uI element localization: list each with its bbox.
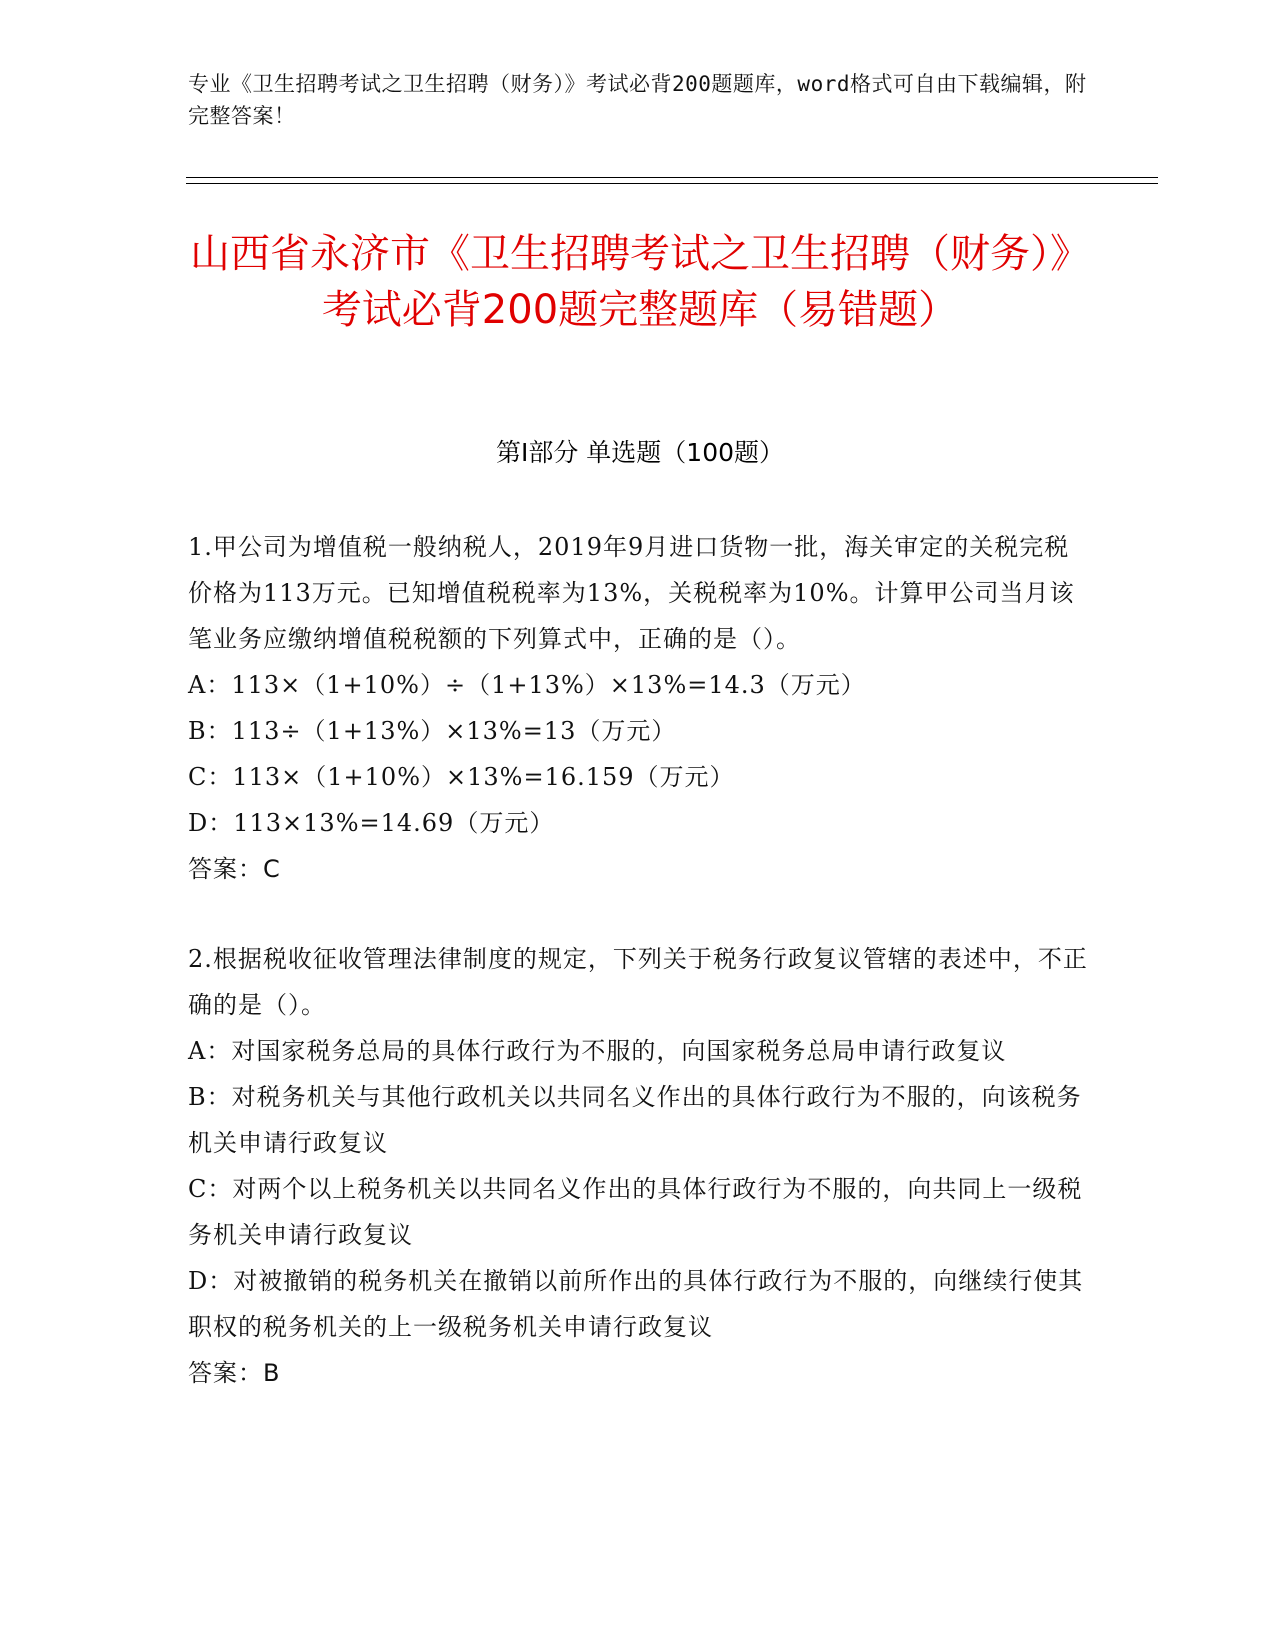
question-2 <box>188 936 1093 1396</box>
option-a: A：113×（1+10%）÷（1+13%）×13%=14.3（万元） <box>188 671 866 699</box>
document-title: 山西省永济市《卫生招聘考试之卫生招聘（财务）》考试必背200题完整题库（易错题） <box>190 231 1090 333</box>
option-d: D：对被撤销的税务机关在撤销以前所作出的具体行政行为不服的，向继续行使其职权的税务机关的上一级税务机关申请行政复议 <box>188 1267 1084 1341</box>
option-d: D：113×13%=14.69（万元） <box>188 809 555 837</box>
header-divider-top <box>186 177 1158 178</box>
option-c: C：对两个以上税务机关以共同名义作出的具体行政行为不服的，向共同上一级税务机关申请行政复议 <box>188 1175 1083 1249</box>
question-text: 2.根据税收征收管理法律制度的规定，下列关于税务行政复议管辖的表述中，不正确的是（）。 <box>188 945 1088 1019</box>
option-a: A：对国家税务总局的具体行政行为不服的，向国家税务总局申请行政复议 <box>188 1037 1007 1065</box>
option-c: C：113×（1+10%）×13%=16.159（万元） <box>188 763 735 791</box>
answer-label: 答案：B <box>188 1359 281 1387</box>
option-b: B：对税务机关与其他行政机关以共同名义作出的具体行政行为不服的，向该税务机关申请行政复议 <box>188 1083 1082 1157</box>
header-divider-bottom <box>186 183 1158 184</box>
header-note: 专业《卫生招聘考试之卫生招聘（财务）》考试必背200题题库，word格式可自由下载编辑，附完整答案！ <box>188 72 1087 128</box>
question-text: 1.甲公司为增值税一般纳税人，2019年9月进口货物一批，海关审定的关税完税价格为113万元。已知增值税税率为13%，关税税率为10%。计算甲公司当月该笔业务应缴纳增值税税额的下列算式中，正确的是（）。 <box>188 533 1075 653</box>
section-title: 第I部分 单选题（100题） <box>495 438 785 467</box>
question-list <box>188 524 1093 1440</box>
answer-label: 答案：C <box>188 855 281 883</box>
question-1 <box>188 524 1093 892</box>
option-b: B：113÷（1+13%）×13%=13（万元） <box>188 717 677 745</box>
